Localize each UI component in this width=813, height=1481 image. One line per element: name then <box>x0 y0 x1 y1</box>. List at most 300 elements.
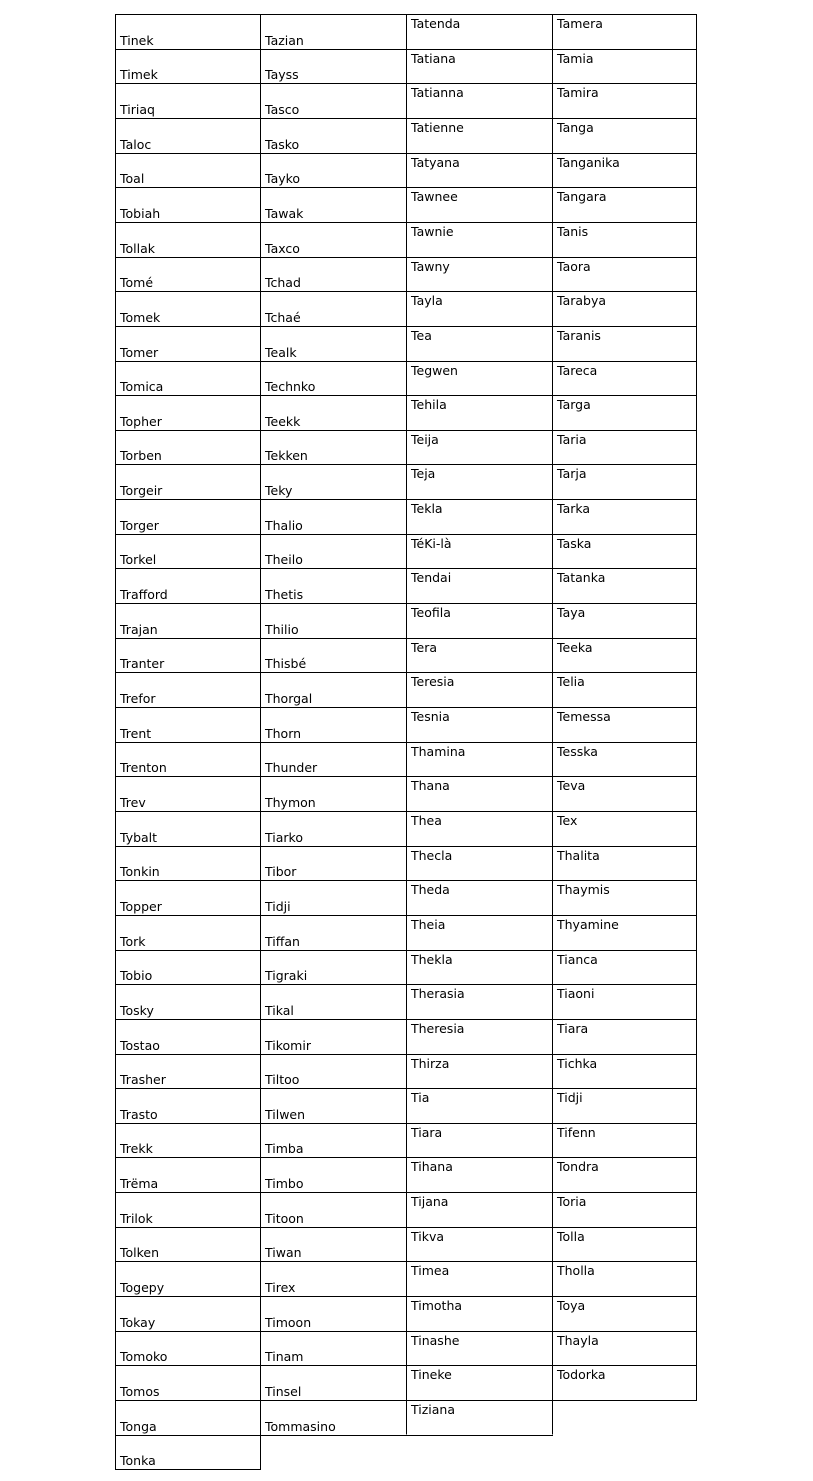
table-cell <box>260 672 406 707</box>
name-text: Tonga <box>120 1419 157 1434</box>
table-cell <box>115 672 260 707</box>
table-cell <box>115 950 260 984</box>
table-cell <box>552 638 696 672</box>
name-text: Trafford <box>120 587 168 602</box>
table-cell <box>552 534 696 568</box>
name-text: Tea <box>411 328 432 343</box>
name-text: Tiara <box>557 1021 589 1036</box>
name-text: Trekk <box>120 1141 153 1156</box>
name-text: Tiriaq <box>120 102 155 117</box>
name-text: Tibor <box>265 864 297 879</box>
name-text: Thetis <box>265 587 304 602</box>
table-cell <box>552 395 696 430</box>
name-text: Thilio <box>265 622 299 637</box>
table-cell <box>406 811 552 846</box>
table-cell <box>115 499 260 534</box>
name-text: Teva <box>557 778 586 793</box>
table-cell <box>260 1400 406 1435</box>
name-text: Tybalt <box>120 830 158 845</box>
name-text: Tinashe <box>411 1333 460 1348</box>
name-text: Tatenda <box>411 16 461 31</box>
name-text: Tiltoo <box>265 1072 300 1087</box>
table-cell <box>552 222 696 257</box>
table-cell <box>260 811 406 846</box>
name-text: Tinam <box>265 1349 304 1364</box>
table-cell <box>406 568 552 603</box>
name-text: Tarabya <box>557 293 607 308</box>
table-cell <box>260 1261 406 1296</box>
table-cell <box>552 568 696 603</box>
table-cell <box>552 1157 696 1192</box>
name-text: Tchad <box>265 275 301 290</box>
table-cell <box>552 1054 696 1088</box>
table-cell <box>115 984 260 1019</box>
table-cell <box>260 776 406 811</box>
name-text: Tatienne <box>411 120 464 135</box>
table-cell <box>115 638 260 672</box>
table-cell <box>406 603 552 638</box>
name-text: Tolken <box>120 1245 160 1260</box>
table-cell <box>552 361 696 395</box>
name-text: Tobio <box>120 968 153 983</box>
table-cell <box>552 464 696 499</box>
table-cell <box>406 326 552 361</box>
table-cell <box>260 222 406 257</box>
name-text: Trenton <box>120 760 167 775</box>
name-text: Theia <box>411 917 446 932</box>
table-cell <box>406 464 552 499</box>
table-cell <box>406 1400 552 1435</box>
name-text: Tawny <box>411 259 450 274</box>
table-cell <box>406 742 552 776</box>
table-cell <box>260 707 406 742</box>
name-text: Toya <box>557 1298 586 1313</box>
name-text: Thea <box>411 813 442 828</box>
table-cell <box>406 257 552 291</box>
table-cell <box>260 291 406 326</box>
name-text: Tazian <box>265 33 304 48</box>
table-cell <box>406 1019 552 1054</box>
table-cell <box>552 1296 696 1331</box>
name-text: Timotha <box>411 1298 463 1313</box>
table-cell <box>406 1123 552 1157</box>
name-text: Topper <box>120 899 162 914</box>
name-text: Tirex <box>265 1280 296 1295</box>
table-cell <box>115 1019 260 1054</box>
table-cell <box>406 361 552 395</box>
name-text: Tholla <box>557 1263 595 1278</box>
table-cell <box>406 1054 552 1088</box>
table-cell <box>406 915 552 950</box>
name-text: Tilwen <box>265 1107 306 1122</box>
name-text: Tatianna <box>411 85 464 100</box>
table-cell <box>406 1088 552 1123</box>
name-text: Taxco <box>265 241 300 256</box>
table-cell <box>552 49 696 83</box>
name-text: Topher <box>120 414 162 429</box>
table-cell <box>115 1261 260 1296</box>
name-text: Trëma <box>120 1176 159 1191</box>
name-text: Trajan <box>120 622 158 637</box>
name-text: Tex <box>557 813 578 828</box>
table-cell <box>552 603 696 638</box>
name-text: Thayla <box>557 1333 599 1348</box>
table-cell <box>115 1227 260 1261</box>
table-cell <box>260 1157 406 1192</box>
table-cell <box>260 638 406 672</box>
table-cell <box>115 776 260 811</box>
table-cell <box>406 395 552 430</box>
table-cell <box>552 1331 696 1365</box>
name-text: Tawnee <box>411 189 458 204</box>
table-cell <box>406 846 552 880</box>
table-cell <box>115 1054 260 1088</box>
name-text: Teofila <box>411 605 451 620</box>
table-cell <box>115 326 260 361</box>
table-cell <box>406 984 552 1019</box>
name-text: Tikva <box>411 1229 445 1244</box>
table-cell <box>406 776 552 811</box>
table-cell <box>115 811 260 846</box>
table-cell <box>115 291 260 326</box>
table-cell <box>260 118 406 153</box>
table-cell <box>115 1435 260 1469</box>
table-cell <box>552 118 696 153</box>
name-text: Trasher <box>120 1072 166 1087</box>
table-cell <box>552 742 696 776</box>
table-cell <box>260 83 406 118</box>
table-cell <box>552 14 696 49</box>
name-text: Taria <box>557 432 587 447</box>
table-cell <box>552 811 696 846</box>
name-text: Tiffan <box>265 934 300 949</box>
table-cell <box>406 83 552 118</box>
table-cell <box>552 1227 696 1261</box>
table-cell <box>552 326 696 361</box>
table-cell <box>406 118 552 153</box>
table-cell <box>260 846 406 880</box>
table-cell <box>115 880 260 915</box>
name-text: Theresia <box>411 1021 465 1036</box>
table-cell <box>406 1192 552 1227</box>
name-text: Tasko <box>265 137 300 152</box>
name-text: Tera <box>411 640 438 655</box>
name-text: Tidji <box>557 1090 583 1105</box>
table-cell <box>260 326 406 361</box>
table-cell <box>260 1296 406 1331</box>
name-text: Thekla <box>411 952 453 967</box>
table-cell <box>115 83 260 118</box>
table-cell <box>260 464 406 499</box>
table-cell <box>260 1019 406 1054</box>
name-text: Teky <box>265 483 293 498</box>
name-text: Tomica <box>120 379 164 394</box>
table-cell <box>115 153 260 187</box>
name-text: Timoon <box>265 1315 312 1330</box>
table-cell <box>115 1157 260 1192</box>
name-text: Tegwen <box>411 363 458 378</box>
table-cell <box>406 187 552 222</box>
name-text: Tanganika <box>557 155 620 170</box>
table-cell <box>552 291 696 326</box>
name-text: Trilok <box>120 1211 153 1226</box>
table-cell <box>260 1054 406 1088</box>
table-cell <box>115 464 260 499</box>
table-cell <box>406 1365 552 1400</box>
table-cell <box>406 1261 552 1296</box>
table-cell <box>552 1088 696 1123</box>
table-cell <box>406 638 552 672</box>
name-text: Tesska <box>557 744 598 759</box>
name-text: Tekken <box>265 448 308 463</box>
table-cell <box>406 534 552 568</box>
name-text: Tawnie <box>411 224 454 239</box>
table-cell <box>115 361 260 395</box>
table-cell <box>115 534 260 568</box>
name-text: Tifenn <box>557 1125 596 1140</box>
table-cell <box>406 950 552 984</box>
name-text: Tinek <box>120 33 154 48</box>
name-text: Tomos <box>120 1384 160 1399</box>
name-text: Tia <box>411 1090 430 1105</box>
name-text: Tayko <box>265 171 301 186</box>
table-cell <box>552 257 696 291</box>
name-text: Tesnia <box>411 709 450 724</box>
name-text: Teja <box>411 466 436 481</box>
table-cell <box>260 1227 406 1261</box>
table-cell <box>260 257 406 291</box>
name-text: Timbo <box>265 1176 304 1191</box>
table-cell <box>115 49 260 83</box>
table-cell <box>115 257 260 291</box>
name-text: Tanga <box>557 120 594 135</box>
name-text: Tobiah <box>120 206 161 221</box>
table-cell <box>260 984 406 1019</box>
name-text: Tidji <box>265 899 291 914</box>
name-text: Tiziana <box>411 1402 456 1417</box>
table-cell <box>260 1088 406 1123</box>
table-cell <box>406 1227 552 1261</box>
name-text: Taranis <box>557 328 601 343</box>
table-cell <box>552 430 696 464</box>
name-text: Torkel <box>120 552 157 567</box>
table-cell <box>260 153 406 187</box>
table-cell <box>406 14 552 49</box>
name-text: Tarja <box>557 466 587 481</box>
name-text: Tamia <box>557 51 594 66</box>
name-text: Timek <box>120 67 158 82</box>
name-text: Thamina <box>411 744 466 759</box>
name-text: Tinsel <box>265 1384 302 1399</box>
table-cell <box>552 499 696 534</box>
table-cell <box>552 1365 696 1400</box>
name-text: Therasia <box>411 986 465 1001</box>
name-text: Trasto <box>120 1107 158 1122</box>
name-text: Tonkin <box>120 864 160 879</box>
name-text: Tikomir <box>265 1038 311 1053</box>
name-text: Tihana <box>411 1159 453 1174</box>
name-text: Thisbé <box>265 656 307 671</box>
table-cell <box>260 603 406 638</box>
name-text: Trefor <box>120 691 156 706</box>
name-text: Tostao <box>120 1038 160 1053</box>
name-text: Telia <box>557 674 585 689</box>
table-cell <box>115 222 260 257</box>
name-text: Thecla <box>411 848 453 863</box>
table-cell <box>406 291 552 326</box>
table-cell <box>115 915 260 950</box>
table-cell <box>115 1123 260 1157</box>
table-cell <box>552 672 696 707</box>
table-cell <box>115 603 260 638</box>
table-cell <box>552 83 696 118</box>
table-cell <box>260 880 406 915</box>
name-text: Tijana <box>411 1194 449 1209</box>
table-cell <box>115 1331 260 1365</box>
table-cell <box>115 14 260 49</box>
table-cell <box>260 742 406 776</box>
table-cell <box>552 1192 696 1227</box>
name-text: Tollak <box>120 241 156 256</box>
name-text: Timea <box>411 1263 450 1278</box>
table-cell <box>406 499 552 534</box>
table-cell <box>552 187 696 222</box>
table-cell <box>260 568 406 603</box>
name-text: Teeka <box>557 640 593 655</box>
table-cell <box>406 153 552 187</box>
name-text: Tealk <box>265 345 297 360</box>
table-cell <box>552 1019 696 1054</box>
table-cell <box>552 776 696 811</box>
name-text: Tareca <box>557 363 598 378</box>
name-text: Todorka <box>557 1367 606 1382</box>
name-text: Tamera <box>557 16 603 31</box>
name-text: Tehila <box>411 397 447 412</box>
table-cell <box>260 534 406 568</box>
table-cell <box>260 1123 406 1157</box>
name-text: Tendai <box>411 570 452 585</box>
table-cell <box>115 1192 260 1227</box>
name-text: Taska <box>557 536 592 551</box>
name-text: Thyamine <box>557 917 619 932</box>
name-text: Targa <box>557 397 591 412</box>
table-cell <box>406 672 552 707</box>
table-cell <box>115 742 260 776</box>
name-text: Temessa <box>557 709 611 724</box>
name-text: Torgeir <box>120 483 163 498</box>
name-text: Tarka <box>557 501 591 516</box>
name-text: Tommasino <box>265 1419 336 1434</box>
table-cell <box>552 915 696 950</box>
name-text: Tosky <box>120 1003 154 1018</box>
table-cell <box>406 707 552 742</box>
name-text: Tatanka <box>557 570 606 585</box>
name-text: Teija <box>411 432 439 447</box>
table-cell <box>260 499 406 534</box>
name-text: Togepy <box>120 1280 165 1295</box>
name-text: Taloc <box>120 137 152 152</box>
name-text: Theilo <box>265 552 303 567</box>
table-cell <box>260 49 406 83</box>
name-text: Trent <box>120 726 152 741</box>
name-text: Thymon <box>265 795 316 810</box>
name-text: Tineke <box>411 1367 452 1382</box>
table-cell <box>552 1123 696 1157</box>
name-text: Tondra <box>557 1159 599 1174</box>
table-cell <box>115 707 260 742</box>
name-text: Tangara <box>557 189 607 204</box>
name-text: Tayla <box>411 293 443 308</box>
table-cell <box>552 707 696 742</box>
name-text: Tolla <box>557 1229 585 1244</box>
name-text: Tasco <box>265 102 300 117</box>
name-text: Tomek <box>120 310 161 325</box>
name-text: Tiwan <box>265 1245 302 1260</box>
name-text: Technko <box>265 379 316 394</box>
name-text: Tamira <box>557 85 599 100</box>
table-cell <box>115 430 260 464</box>
table-cell <box>115 1400 260 1435</box>
name-text: Tonka <box>120 1453 156 1468</box>
table-cell <box>115 846 260 880</box>
table-cell <box>260 915 406 950</box>
table-cell <box>406 1331 552 1365</box>
name-text: Taora <box>557 259 591 274</box>
name-text: Tiara <box>411 1125 443 1140</box>
table-cell <box>260 430 406 464</box>
table-cell <box>406 430 552 464</box>
name-text: Tikal <box>265 1003 294 1018</box>
table-cell <box>552 950 696 984</box>
name-text: Tigraki <box>265 968 308 983</box>
table-cell <box>406 222 552 257</box>
name-text: Thorn <box>265 726 302 741</box>
name-text: Tatyana <box>411 155 460 170</box>
name-text: Tiaoni <box>557 986 595 1001</box>
name-text: Torger <box>120 518 159 533</box>
table-cell <box>115 395 260 430</box>
name-text: Timba <box>265 1141 304 1156</box>
name-text: Tomer <box>120 345 159 360</box>
table-cell <box>260 395 406 430</box>
name-text: Titoon <box>265 1211 304 1226</box>
table-cell <box>552 984 696 1019</box>
name-text: Tokay <box>120 1315 156 1330</box>
table-cell <box>115 568 260 603</box>
table-cell <box>552 880 696 915</box>
table-cell <box>552 846 696 880</box>
name-text: Tchaé <box>265 310 301 325</box>
table-cell <box>260 1192 406 1227</box>
table-cell <box>260 14 406 49</box>
name-text: Taya <box>557 605 586 620</box>
name-text: Toal <box>120 171 145 186</box>
table-cell <box>260 361 406 395</box>
name-text: Thorgal <box>265 691 313 706</box>
table-cell <box>406 1157 552 1192</box>
name-text: Tiarko <box>265 830 303 845</box>
table-cell <box>552 1261 696 1296</box>
name-text: Theda <box>411 882 450 897</box>
table-cell <box>406 1296 552 1331</box>
name-text: Tayss <box>265 67 299 82</box>
name-text: TéKi-là <box>411 536 452 551</box>
table-cell <box>260 187 406 222</box>
table-cell <box>115 118 260 153</box>
table-cell <box>115 187 260 222</box>
name-text: Tomoko <box>120 1349 168 1364</box>
name-text: Toria <box>557 1194 587 1209</box>
